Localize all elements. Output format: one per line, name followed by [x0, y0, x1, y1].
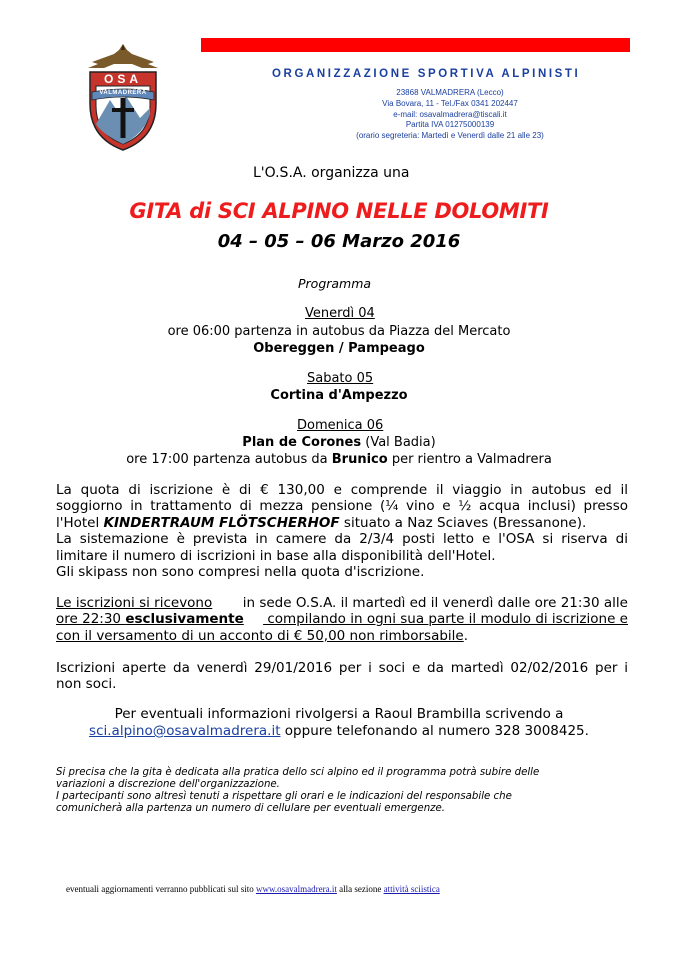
intro-text: L'O.S.A. organizza una [253, 165, 410, 181]
info-line-2b: oppure telefonando al numero 328 3008425. [280, 723, 589, 739]
iscrizioni-line-3f: con il versamento di un acconto di € 50,00 non rimborsabile [56, 627, 464, 644]
programma-label: Programma [298, 276, 372, 291]
quota-line-3a: l'Hotel [56, 514, 104, 531]
day3-place: Plan de Corones [242, 435, 362, 450]
info-line-1: Per eventuali informazioni rivolgersi a Raoul Brambilla scrivendo a [114, 706, 564, 722]
quota-line-6: Gli skipass non sono compresi nella quota d'iscrizione. [56, 564, 425, 581]
day1-place: Obereggen / Pampeago [253, 341, 425, 356]
esclusivamente-text: esclusivamente [125, 611, 244, 628]
day2-label: Sabato 05 [307, 371, 374, 386]
contact-block [330, 88, 570, 142]
osa-logo [84, 42, 162, 152]
day3-text-c: per rientro a Valmadrera [387, 452, 552, 467]
footer-text-b: alla sezione [336, 884, 384, 894]
street-line: Via Bovara, 11 - Tel./Fax 0341 202447 [382, 98, 518, 108]
office-hours-line: (orario segreteria: Martedì e Venerdì dalle 21 alle 23) [356, 131, 544, 141]
header-red-bar [201, 38, 630, 52]
quota-paragraph [56, 482, 628, 580]
quota-line-3c: situato a Naz Sciaves (Bressanone). [339, 514, 587, 531]
footer-text-a: eventuali aggiornamenti verranno pubblicati sul sito [66, 884, 256, 894]
section-link[interactable]: attività sciistica [383, 884, 440, 894]
iscrizioni-paragraph [56, 595, 628, 644]
logo-ribbon-text: VALMADRERA [99, 90, 147, 96]
iscrizioni-heading: Le iscrizioni si ricevono [56, 595, 213, 611]
note-line-4: comunicherà alla partenza un numero di cellulare per eventuali emergenze. [56, 803, 446, 814]
iscrizioni-line-2 [56, 611, 628, 627]
iscrizioni-line-1 [56, 595, 628, 611]
footer-note [66, 884, 440, 894]
quota-line-3 [56, 515, 628, 531]
note-line-1: Si precisa che la gita è dedicata alla pratica dello sci alpino ed il programma potrà subire delle [56, 767, 540, 778]
disclaimer-notes [56, 767, 616, 815]
quota-line-5: limitare il numero di iscrizioni in base alla disponibilità dell'Hotel. [56, 547, 496, 564]
quota-line-2: soggiorno in trattamento di mezza pensione (¼ vino e ½ acqua inclusi) presso [56, 498, 628, 515]
iscrizioni-line-1b: in sede O.S.A. il martedì ed il venerdì dalle ore 21:30 alle [238, 595, 628, 611]
day3-place-line [0, 435, 678, 450]
aperture-line-1: Iscrizioni aperte da venerdì 29/01/2016 per i soci e da martedì 02/02/2016 per i [56, 660, 628, 676]
logo-badge-text: OSA [103, 72, 142, 86]
email-line: e-mail: osavalmadrera@tiscali.it [393, 109, 507, 119]
quota-line-1: La quota di iscrizione è di € 130,00 e comprende il viaggio in autobus ed il [56, 482, 628, 498]
day1-text: ore 06:00 partenza in autobus da Piazza del Mercato [167, 324, 511, 339]
day3-label: Domenica 06 [297, 418, 384, 433]
page-title: GITA di SCI ALPINO NELLE DOLOMITI [129, 199, 549, 223]
day3-text-brunico: Brunico [331, 452, 388, 467]
iscrizioni-line-2a: ore 22:30 [56, 611, 126, 628]
website-link[interactable]: www.osavalmadrera.it [255, 884, 337, 894]
aperture-paragraph [56, 660, 628, 693]
iscrizioni-line-2e: compilando in ogni sua parte il modulo di iscrizione e [263, 611, 628, 628]
organization-name: ORGANIZZAZIONE SPORTIVA ALPINISTI [272, 68, 581, 80]
hotel-name: KINDERTRAUM FLÖTSCHERHOF [103, 514, 340, 531]
address-line: 23868 VALMADRERA (Lecco) [396, 88, 504, 97]
iscrizioni-line-3g: . [463, 627, 469, 644]
day3-place-note: (Val Badia) [361, 435, 436, 450]
contact-email-link[interactable]: sci.alpino@osavalmadrera.it [89, 723, 281, 739]
day1-label: Venerdì 04 [305, 306, 375, 321]
event-dates: 04 – 05 – 06 Marzo 2016 [217, 231, 461, 252]
day3-text-a: ore 17:00 partenza autobus da [126, 452, 332, 467]
iscrizioni-line-3 [56, 628, 628, 644]
note-line-3: I partecipanti sono altresì tenuti a rispettare gli orari e le indicazioni del responsabile che [56, 791, 512, 802]
info-block [0, 706, 678, 740]
day3-text [0, 452, 678, 467]
quota-line-4: La sistemazione è prevista in camere da 2/3/4 posti letto e l'OSA si riserva di [56, 531, 628, 548]
info-line-2 [0, 723, 678, 740]
eagle-cross-emblem-icon [84, 42, 162, 152]
vat-line: Partita IVA 01275000139 [405, 120, 495, 130]
note-line-2: variazioni a discrezione dell'organizzazione. [56, 779, 280, 790]
aperture-line-2: non soci. [56, 676, 117, 693]
day2-place: Cortina d'Ampezzo [270, 388, 408, 403]
